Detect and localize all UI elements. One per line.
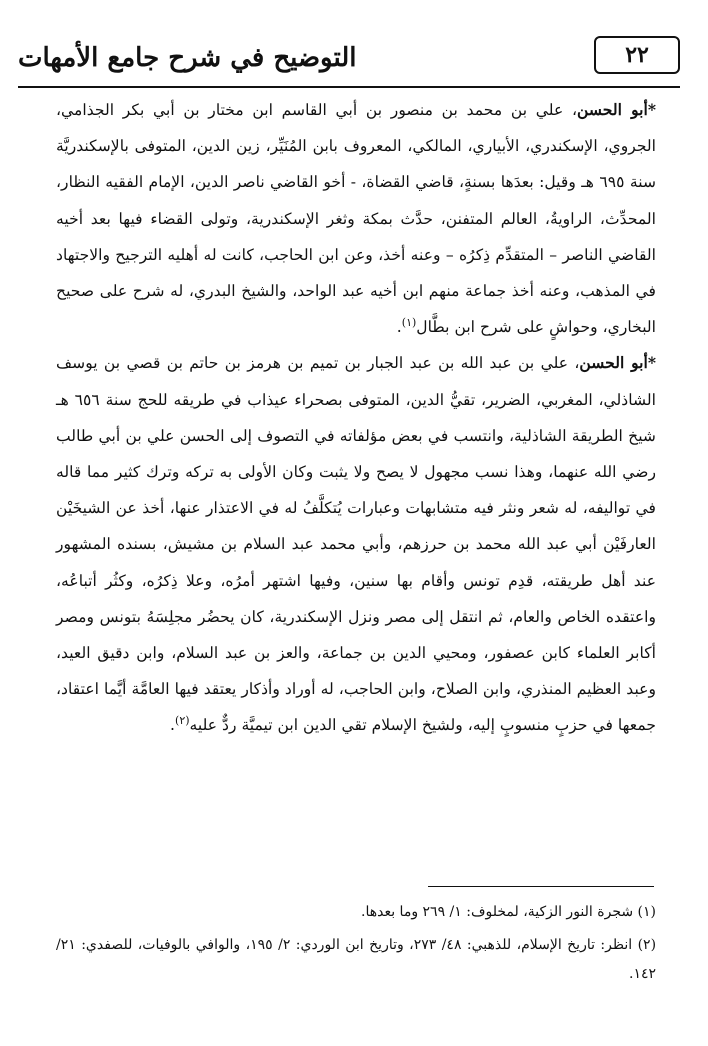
entry-star-marker: * [647,353,656,373]
entry-text: ، علي بن محمد بن منصور بن أبي القاسم ابن مختار بن أبي بكر الجذامي، الجروي، الإسكندري، الأبياري، المالكي، المعروف بابن المُنَيِّر، زين الدين، المتوفى بالإسكندريَّة سنة ٦٩٥ هـ وقيل: بعدَها بسنةٍ، قاضي القضاة، - أخو القاضي ناصر الدين، الإمام الفقيه النظار، المحدِّث، الراويةُ، العالم المتفنن، حدَّث بمكة وثغر الإسكندرية، وتولى القضاء فيها بعد أخيه القاضي الناصر – المتقدِّم ذِكرُه – وعنه أخذ، وعن ابن الحاجب، كانت له أهليه الترجيح والاجتهاد في المذهب، وعنه أخذ جماعة منهم ابن أخيه عبد الواحد، والشيخ البدري، له شرح على صحيح البخاري، وحواشٍ على شرح ابن بطَّال [56,101,657,337]
biography-entry [56,92,656,345]
entry-name: أبو الحسن [579,353,648,373]
book-title: التوضيح في شرح جامع الأمهات [18,43,357,73]
page-number: ٢٢ [625,42,649,68]
biography-entry [56,345,656,743]
running-header [18,36,680,90]
main-text [56,92,656,744]
footnote-marker[interactable]: (٢) [175,714,190,728]
footnote-marker[interactable]: (١) [401,316,417,330]
footnote-separator [428,886,654,887]
entry-end: . [170,716,176,735]
entry-end: . [396,318,402,337]
footnotes [56,898,656,993]
entry-text: ، علي بن عبد الله بن عبد الجبار بن تميم بن هرمز بن حاتم بن قصي بن يوسف الشاذلي، المغربي، الضرير، تقيُّ الدين، المتوفى بصحراء عيذاب في طريقه للحج سنة ٦٥٦ هـ شيخ الطريقة الشاذلية، وانتسب في بعض مؤلفاته في التصوف إلى الحسن علي بن أبي طالب رضي الله عنهما، وهذا نسب مجهول لا يصح ولا يثبت وكان الأولى به تركه وترك كثير مما قاله في تواليفه، له شعر ونثر فيه متشابهات وعبارات يُتكلَّفُ له في الاعتذار عنها، أخذ عن الشيخَيْن العارفَيْن أبي عبد الله محمد بن حرزهم، وأبي محمد عبد السلام بن مشيش، بسنده المشهور عند أهل طريقته، قدِم تونس وأقام بها سنين، وفيها اشتهر أمرُه، وعلا ذِكرُه، وكثُر أتباعُه، واعتقده الخاص والعام، ثم انتقل إلى مصر ونزل الإسكندرية، كان يحضُر مجلِسَهُ بتونس ومصر أكابر العلماء كابن عصفور، ومحيي الدين بن جماعة، والعز بن عبد السلام، وابن دقيق العيد، وعبد العظيم المنذري، وابن الصلاح، وابن الحاجب، له أوراد وأذكار يعتقد فيها العامَّة أيَّما اعتقاد، جمعها في حزبٍ منسوبٍ إليه، ولشيخ الإسلام تقي الدين ابن تيميَّة ردٌّ عليه [56,354,656,735]
footnote: (٢) انظر: تاريخ الإسلام، للذهبي: ٤٨/ ٢٧٣، وتاريخ ابن الوردي: ٢/ ١٩٥، والوافي بالوفيات، للصفدي: ٢١/ ١٤٢. [56,937,657,982]
entry-star-marker: * [647,100,656,119]
footnote: (١) شجرة النور الزكية، لمخلوف: ١/ ٢٦٩ وما بعدها. [361,904,656,920]
page-number-box [594,36,680,74]
entry-name: أبو الحسن [577,100,648,119]
header-rule [18,86,680,88]
